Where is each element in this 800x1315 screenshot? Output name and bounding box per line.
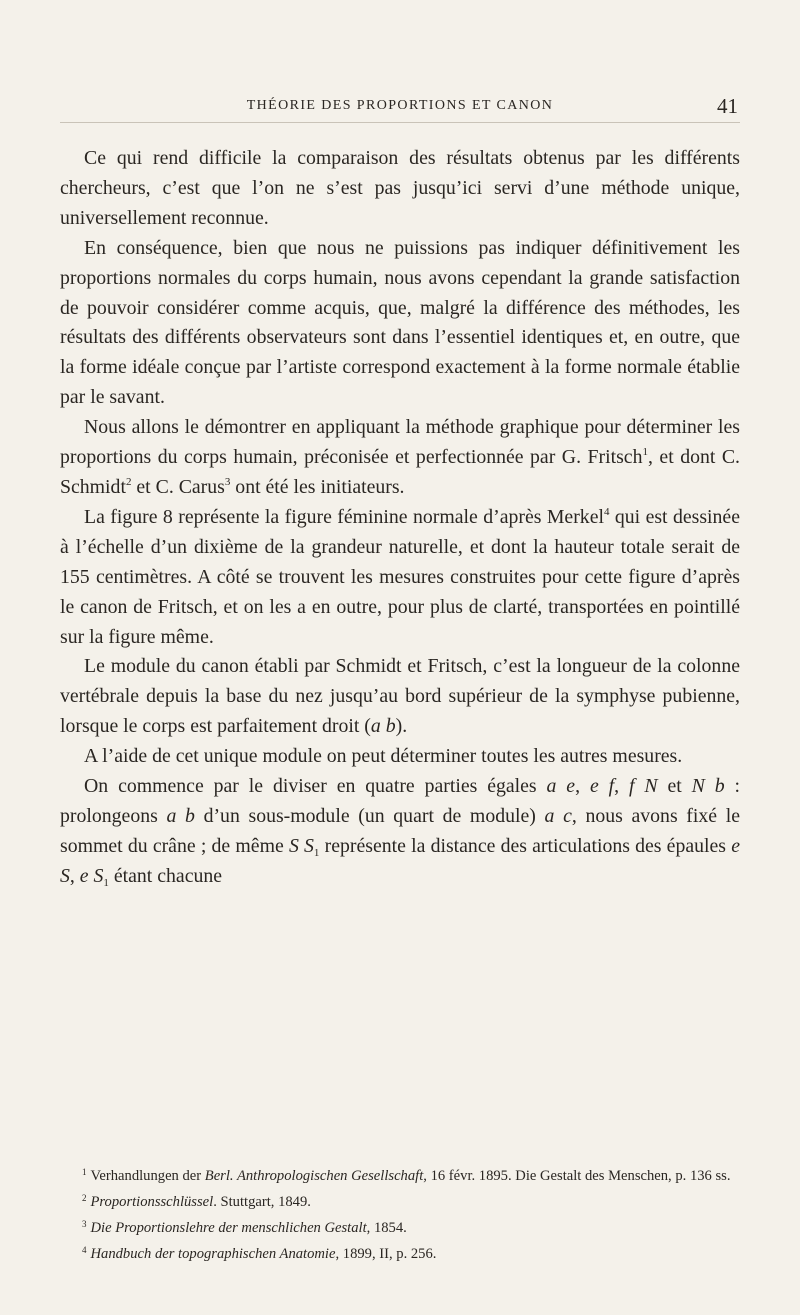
paragraph (60, 503, 740, 653)
footnote-mark: 1 (82, 1167, 87, 1177)
paragraph-text: La figure 8 représente la figure féminine normale d’après Merkel (84, 505, 604, 528)
page-number: 41 (717, 94, 738, 118)
paragraph-text: : prolongeons (60, 775, 740, 827)
paragraph-text: représente la distance des articulations des épaules (319, 834, 732, 857)
footnote-text: , 1899, II, p. 256. (335, 1246, 437, 1262)
math-symbol: a b (166, 804, 195, 827)
running-title: THÉORIE DES PROPORTIONS ET CANON (246, 98, 554, 113)
paragraph (60, 742, 740, 772)
paragraph (60, 234, 740, 413)
footnote-title: Handbuch der topographischen Anatomie (90, 1246, 336, 1262)
paragraph-text: , nous avons fixé le sommet du crâne ; de même (60, 804, 740, 857)
paragraph-text: En conséquence, bien que nous ne puissions pas indiquer définitivement les proportions normales du corps humain, nous avons cependant la grande satisfaction de pouvoir considérer comme acquis, que, malgré la différence des méthodes, les résultats des différents observateurs sont dans l’essentiel identiques et, en outre, que la forme idéale conçue par l’artiste correspond exactement à la forme normale établie par le savant. (60, 236, 740, 409)
footnote-text: Verhandlungen der (90, 1168, 205, 1184)
paragraph (60, 144, 740, 234)
math-symbol: N b (691, 775, 725, 798)
math-symbol: S S (288, 834, 314, 857)
body-text (60, 144, 740, 892)
footnote (60, 1161, 740, 1187)
footnote (60, 1213, 740, 1239)
paragraph-text: et (657, 775, 692, 798)
paragraph-text: et C. Carus (131, 475, 225, 498)
footnote-text: , 16 févr. 1895. Die Gestalt des Menschen, p. 136 ss. (423, 1168, 731, 1184)
paragraph-text: Nous allons le démontrer en appliquant la méthode graphique pour déterminer les proportions du corps humain, préconisée et perfectionnée par G. Fritsch (60, 416, 740, 469)
paragraph-text: étant chacune (108, 864, 223, 887)
paragraph-text: , (614, 775, 629, 798)
footnote (60, 1239, 740, 1265)
footnote-mark: 4 (82, 1245, 87, 1255)
footnotes (60, 1161, 740, 1265)
paragraph (60, 413, 740, 503)
paragraph (60, 772, 740, 892)
paragraph-text: , (69, 864, 80, 887)
math-symbol: a b (370, 715, 396, 738)
subscript: 1 (103, 876, 109, 889)
footnote-mark: 3 (82, 1219, 87, 1229)
paragraph-text: d’un sous-module (un quart de module) (194, 804, 545, 827)
footnote-text: , 1854. (366, 1220, 407, 1236)
paragraph-text: Le module du canon établi par Schmidt et Fritsch, c’est la longueur de la colonne vertébrale depuis la base du nez jusqu’au bord supérieur de la symphyse pubienne, lorsque le corps est parfaitement droit ( (60, 655, 740, 738)
math-symbol: e S (60, 834, 740, 887)
paragraph-text: , (575, 775, 590, 798)
math-symbol: a c (544, 804, 572, 827)
math-symbol: a e (546, 775, 576, 798)
running-head (60, 92, 740, 123)
footnote-reference[interactable]: 1 (642, 446, 648, 459)
footnote-reference[interactable]: 2 (125, 475, 132, 488)
footnote-reference[interactable]: 3 (224, 475, 231, 488)
paragraph-text: ont été les initiateurs. (230, 475, 405, 498)
subscript: 1 (313, 846, 320, 859)
footnote-title: Proportionsschlüssel (90, 1194, 214, 1210)
footnote-title: Die Proportionslehre der menschlichen Gestalt (90, 1220, 367, 1236)
paragraph-text: A l’aide de cet unique module on peut déterminer toutes les autres mesures. (84, 745, 683, 768)
footnote-reference[interactable]: 4 (603, 505, 610, 518)
footnote-mark: 2 (82, 1193, 87, 1203)
footnote-text: . Stuttgart, 1849. (213, 1194, 311, 1210)
paragraph-text: ). (395, 715, 408, 738)
math-symbol: f N (628, 775, 658, 798)
paragraph-text: , et dont C. Schmidt (60, 446, 740, 498)
paragraph-text: Ce qui rend difficile la comparaison des résultats obtenus par les différents chercheurs, c’est que l’on ne s’est pas jusqu’ici servi d’une méthode unique, universellement reconnue. (60, 147, 740, 229)
footnote (60, 1187, 740, 1213)
paragraph-text: qui est dessinée à l’échelle d’un dixième de la grandeur naturelle, et dont la hauteur totale serait de 155 centimètres. A côté se trouvent les mesures construites pour cette figure d’après le canon de Fritsch, et on les a en outre, pour plus de clarté, transportées en pointillé sur la figure même. (60, 505, 740, 648)
math-symbol: e S (79, 864, 104, 887)
paragraph (60, 652, 740, 742)
math-symbol: e f (589, 775, 615, 798)
paragraph-text: On commence par le diviser en quatre parties égales (84, 775, 547, 798)
footnote-title: Berl. Anthropologischen Gesellschaft (204, 1168, 424, 1184)
